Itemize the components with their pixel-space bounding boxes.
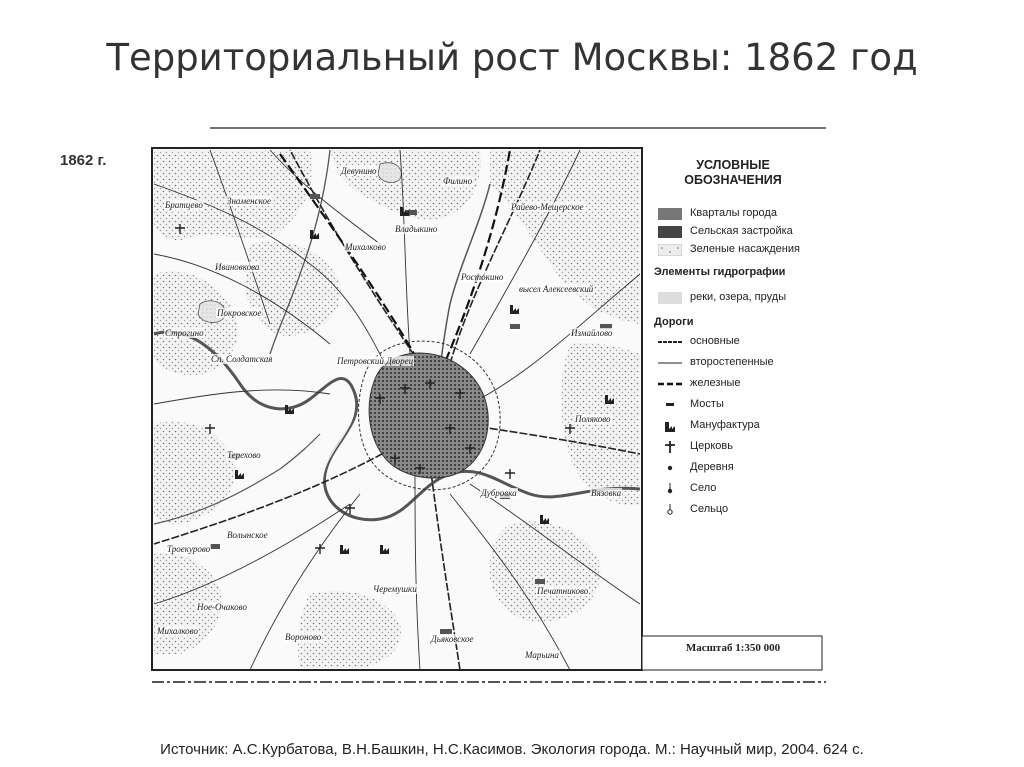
place-label: Ростокино bbox=[461, 272, 504, 282]
place-label: Печатниково bbox=[537, 586, 589, 596]
place-label: Марьина bbox=[525, 650, 559, 660]
place-label: Знаменское bbox=[227, 196, 271, 206]
pond-1 bbox=[378, 163, 401, 183]
water-swatch bbox=[658, 292, 682, 304]
legend-roads-title: Дороги bbox=[654, 316, 694, 328]
place-label: Вороново bbox=[285, 632, 322, 642]
secondary-road-swatch bbox=[658, 357, 682, 369]
place-label: Покровское bbox=[217, 308, 262, 318]
map-year-label: 1862 г. bbox=[60, 152, 107, 169]
legend-title-line2: ОБОЗНАЧЕНИЯ bbox=[684, 173, 782, 187]
place-label: Волынское bbox=[227, 530, 268, 540]
rural-swatch bbox=[658, 226, 682, 238]
place-label: Владыкино bbox=[395, 224, 438, 234]
slide-title: Территориальный рост Москвы: 1862 год bbox=[106, 36, 918, 79]
legend-hydro-title: Элементы гидрографии bbox=[654, 266, 786, 278]
place-label: Поляково bbox=[575, 414, 611, 424]
place-label: Троекурово bbox=[167, 544, 211, 554]
railway-swatch bbox=[658, 378, 682, 390]
place-label: Строгино bbox=[165, 328, 204, 338]
place-label: Ивановкова bbox=[215, 262, 260, 272]
map bbox=[150, 124, 830, 686]
place-label: Черемушки bbox=[373, 584, 417, 594]
place-label: Сп. Солдатская bbox=[211, 354, 273, 364]
seltso-icon bbox=[658, 504, 682, 516]
main-road-swatch bbox=[658, 336, 682, 348]
place-label: Михалково bbox=[157, 626, 198, 636]
legend-title-line1: УСЛОВНЫЕ bbox=[696, 158, 770, 172]
place-label: Филино bbox=[443, 176, 473, 186]
place-label: Братцево bbox=[165, 200, 203, 210]
place-label: Михалково bbox=[345, 242, 386, 252]
bridge-icon bbox=[658, 399, 682, 411]
legend: УСЛОВНЫЕ ОБОЗНАЧЕНИЯ Кварталы города Сельская застройка Зеленые насаждения Элементы гидрографии реки, озера, пруды Дороги основные второстепенные железные Мосты Мануфактура Церковь Деревня Село Сельцо bbox=[644, 150, 822, 646]
city-blocks-swatch bbox=[658, 208, 682, 220]
place-label: Ное-Очаково bbox=[197, 602, 247, 612]
village-icon bbox=[658, 462, 682, 474]
place-label: Девунино bbox=[341, 166, 377, 176]
green-swatch bbox=[658, 244, 682, 256]
place-label: Дубровка bbox=[481, 488, 517, 498]
selo-icon bbox=[658, 483, 682, 495]
place-label: Петровский Дворец bbox=[337, 356, 414, 366]
church-icon bbox=[658, 441, 682, 453]
place-label: Дьяковское bbox=[431, 634, 474, 644]
place-label: высел Алексеевский bbox=[519, 284, 594, 294]
map-scale: Масштаб 1:350 000 bbox=[685, 642, 781, 654]
place-label: Вязовка bbox=[591, 488, 622, 498]
place-label: Райево-Мещерское bbox=[511, 202, 584, 212]
source-citation: Источник: А.С.Курбатова, В.Н.Башкин, Н.С.Касимов. Экология города. М.: Научный мир, 2004. 624 с. bbox=[160, 741, 864, 758]
place-label: Измайлово bbox=[571, 328, 613, 338]
manufactory-icon bbox=[658, 420, 682, 432]
place-label: Терехово bbox=[227, 450, 261, 460]
